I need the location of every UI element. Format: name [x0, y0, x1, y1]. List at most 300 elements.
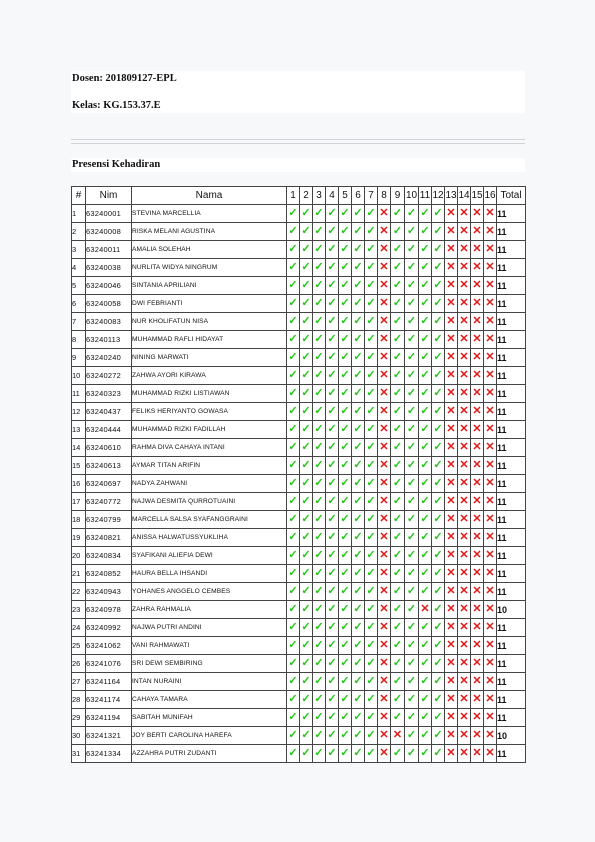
check-icon: ✓ [326, 529, 339, 547]
check-icon: ✓ [313, 565, 326, 583]
check-icon: ✓ [391, 385, 405, 403]
check-icon: ✓ [391, 439, 405, 457]
table-row [72, 313, 526, 331]
cross-icon: ✕ [471, 259, 484, 277]
cross-icon: ✕ [484, 493, 497, 511]
check-icon: ✓ [326, 745, 339, 763]
row-number: 14 [72, 439, 86, 457]
check-icon: ✓ [326, 457, 339, 475]
cross-icon: ✕ [378, 727, 391, 745]
row-number: 19 [72, 529, 86, 547]
check-icon: ✓ [405, 403, 419, 421]
check-icon: ✓ [313, 583, 326, 601]
row-number: 7 [72, 313, 86, 331]
check-icon: ✓ [339, 565, 352, 583]
check-icon: ✓ [313, 349, 326, 367]
section-title: Presensi Kehadiran [72, 159, 161, 170]
check-icon: ✓ [300, 637, 313, 655]
cross-icon: ✕ [378, 475, 391, 493]
check-icon: ✓ [287, 277, 300, 295]
check-icon: ✓ [405, 385, 419, 403]
check-icon: ✓ [419, 727, 432, 745]
check-icon: ✓ [405, 601, 419, 619]
student-name: AMALIA SOLEHAH [132, 241, 287, 259]
check-icon: ✓ [391, 637, 405, 655]
cross-icon: ✕ [445, 367, 458, 385]
student-name: YOHANES ANGGELO CEMBES [132, 583, 287, 601]
check-icon: ✓ [391, 745, 405, 763]
cross-icon: ✕ [378, 349, 391, 367]
cross-icon: ✕ [484, 475, 497, 493]
check-icon: ✓ [326, 277, 339, 295]
check-icon: ✓ [419, 367, 432, 385]
table-row [72, 259, 526, 277]
check-icon: ✓ [405, 241, 419, 259]
cross-icon: ✕ [445, 727, 458, 745]
table-row [72, 619, 526, 637]
check-icon: ✓ [365, 727, 378, 745]
cross-icon: ✕ [445, 655, 458, 673]
cross-icon: ✕ [458, 673, 471, 691]
cross-icon: ✕ [484, 367, 497, 385]
cross-icon: ✕ [484, 619, 497, 637]
check-icon: ✓ [405, 313, 419, 331]
check-icon: ✓ [287, 259, 300, 277]
check-icon: ✓ [287, 223, 300, 241]
check-icon: ✓ [326, 439, 339, 457]
row-number: 5 [72, 277, 86, 295]
cross-icon: ✕ [458, 277, 471, 295]
check-icon: ✓ [432, 385, 445, 403]
student-name: NURLITA WIDYA NINGRUM [132, 259, 287, 277]
attendance-total: 11 [497, 709, 526, 727]
check-icon: ✓ [352, 367, 365, 385]
check-icon: ✓ [391, 457, 405, 475]
check-icon: ✓ [326, 709, 339, 727]
cross-icon: ✕ [484, 241, 497, 259]
check-icon: ✓ [405, 493, 419, 511]
check-icon: ✓ [365, 493, 378, 511]
check-icon: ✓ [419, 619, 432, 637]
cross-icon: ✕ [378, 205, 391, 223]
check-icon: ✓ [405, 565, 419, 583]
check-icon: ✓ [287, 313, 300, 331]
cross-icon: ✕ [378, 421, 391, 439]
check-icon: ✓ [365, 511, 378, 529]
check-icon: ✓ [419, 439, 432, 457]
check-icon: ✓ [432, 421, 445, 439]
cross-icon: ✕ [458, 493, 471, 511]
check-icon: ✓ [313, 709, 326, 727]
table-row [72, 421, 526, 439]
check-icon: ✓ [365, 421, 378, 439]
student-nim: 63241174 [86, 691, 132, 709]
cross-icon: ✕ [445, 277, 458, 295]
check-icon: ✓ [326, 475, 339, 493]
cross-icon: ✕ [378, 637, 391, 655]
check-icon: ✓ [365, 709, 378, 727]
check-icon: ✓ [365, 223, 378, 241]
row-number: 8 [72, 331, 86, 349]
attendance-total: 11 [497, 565, 526, 583]
check-icon: ✓ [391, 709, 405, 727]
cross-icon: ✕ [484, 583, 497, 601]
check-icon: ✓ [365, 385, 378, 403]
check-icon: ✓ [365, 583, 378, 601]
cross-icon: ✕ [445, 493, 458, 511]
cross-icon: ✕ [445, 205, 458, 223]
check-icon: ✓ [326, 403, 339, 421]
cross-icon: ✕ [445, 457, 458, 475]
check-icon: ✓ [326, 367, 339, 385]
check-icon: ✓ [391, 349, 405, 367]
row-number: 31 [72, 745, 86, 763]
check-icon: ✓ [391, 547, 405, 565]
check-icon: ✓ [300, 475, 313, 493]
check-icon: ✓ [432, 259, 445, 277]
check-icon: ✓ [405, 367, 419, 385]
check-icon: ✓ [432, 619, 445, 637]
attendance-total: 11 [497, 637, 526, 655]
cross-icon: ✕ [445, 709, 458, 727]
check-icon: ✓ [326, 565, 339, 583]
cross-icon: ✕ [419, 601, 432, 619]
check-icon: ✓ [287, 619, 300, 637]
attendance-total: 11 [497, 331, 526, 349]
check-icon: ✓ [391, 493, 405, 511]
cross-icon: ✕ [484, 691, 497, 709]
column-header: 15 [471, 187, 484, 205]
student-nim: 63240011 [86, 241, 132, 259]
check-icon: ✓ [405, 223, 419, 241]
cross-icon: ✕ [445, 313, 458, 331]
attendance-total: 11 [497, 691, 526, 709]
student-name: SINTANIA APRILIANI [132, 277, 287, 295]
check-icon: ✓ [313, 511, 326, 529]
cross-icon: ✕ [471, 223, 484, 241]
cross-icon: ✕ [471, 295, 484, 313]
check-icon: ✓ [313, 367, 326, 385]
check-icon: ✓ [300, 655, 313, 673]
cross-icon: ✕ [378, 331, 391, 349]
row-number: 20 [72, 547, 86, 565]
cross-icon: ✕ [445, 259, 458, 277]
check-icon: ✓ [405, 727, 419, 745]
cross-icon: ✕ [458, 313, 471, 331]
cross-icon: ✕ [378, 511, 391, 529]
check-icon: ✓ [287, 403, 300, 421]
table-row [72, 691, 526, 709]
cross-icon: ✕ [445, 223, 458, 241]
student-nim: 63240772 [86, 493, 132, 511]
cross-icon: ✕ [458, 583, 471, 601]
check-icon: ✓ [405, 673, 419, 691]
row-number: 9 [72, 349, 86, 367]
cross-icon: ✕ [378, 547, 391, 565]
check-icon: ✓ [339, 205, 352, 223]
check-icon: ✓ [419, 223, 432, 241]
check-icon: ✓ [365, 619, 378, 637]
check-icon: ✓ [339, 439, 352, 457]
cross-icon: ✕ [458, 223, 471, 241]
student-nim: 63240992 [86, 619, 132, 637]
student-name: SRI DEWI SEMBIRING [132, 655, 287, 673]
student-name: RAHMA DIVA CAHAYA INTANI [132, 439, 287, 457]
table-row [72, 223, 526, 241]
check-icon: ✓ [432, 673, 445, 691]
check-icon: ✓ [419, 745, 432, 763]
check-icon: ✓ [300, 421, 313, 439]
check-icon: ✓ [313, 529, 326, 547]
attendance-total: 11 [497, 205, 526, 223]
cross-icon: ✕ [458, 295, 471, 313]
check-icon: ✓ [339, 745, 352, 763]
table-row [72, 385, 526, 403]
cross-icon: ✕ [378, 223, 391, 241]
check-icon: ✓ [432, 547, 445, 565]
table-row [72, 547, 526, 565]
check-icon: ✓ [419, 313, 432, 331]
check-icon: ✓ [313, 493, 326, 511]
student-nim: 63240113 [86, 331, 132, 349]
check-icon: ✓ [352, 619, 365, 637]
check-icon: ✓ [419, 673, 432, 691]
check-icon: ✓ [405, 349, 419, 367]
check-icon: ✓ [326, 493, 339, 511]
cross-icon: ✕ [458, 457, 471, 475]
student-name: RISKA MELANI AGUSTINA [132, 223, 287, 241]
table-row [72, 709, 526, 727]
student-nim: 63240444 [86, 421, 132, 439]
table-row [72, 241, 526, 259]
cross-icon: ✕ [484, 205, 497, 223]
cross-icon: ✕ [378, 709, 391, 727]
check-icon: ✓ [432, 709, 445, 727]
cross-icon: ✕ [458, 421, 471, 439]
check-icon: ✓ [313, 691, 326, 709]
check-icon: ✓ [391, 421, 405, 439]
check-icon: ✓ [365, 205, 378, 223]
check-icon: ✓ [287, 331, 300, 349]
cross-icon: ✕ [445, 691, 458, 709]
check-icon: ✓ [405, 205, 419, 223]
check-icon: ✓ [352, 295, 365, 313]
student-nim: 63240058 [86, 295, 132, 313]
check-icon: ✓ [391, 367, 405, 385]
check-icon: ✓ [405, 637, 419, 655]
cross-icon: ✕ [471, 601, 484, 619]
attendance-total: 11 [497, 259, 526, 277]
check-icon: ✓ [432, 241, 445, 259]
check-icon: ✓ [339, 583, 352, 601]
check-icon: ✓ [432, 493, 445, 511]
check-icon: ✓ [432, 601, 445, 619]
check-icon: ✓ [300, 619, 313, 637]
check-icon: ✓ [432, 745, 445, 763]
check-icon: ✓ [405, 295, 419, 313]
cross-icon: ✕ [471, 565, 484, 583]
attendance-total: 11 [497, 511, 526, 529]
student-name: VANI RAHMAWATI [132, 637, 287, 655]
cross-icon: ✕ [445, 475, 458, 493]
check-icon: ✓ [300, 205, 313, 223]
check-icon: ✓ [432, 331, 445, 349]
student-name: ZAHRA RAHMALIA [132, 601, 287, 619]
check-icon: ✓ [326, 691, 339, 709]
check-icon: ✓ [391, 529, 405, 547]
table-row [72, 511, 526, 529]
cross-icon: ✕ [471, 385, 484, 403]
cross-icon: ✕ [471, 205, 484, 223]
check-icon: ✓ [365, 331, 378, 349]
cross-icon: ✕ [378, 403, 391, 421]
check-icon: ✓ [287, 241, 300, 259]
cross-icon: ✕ [458, 565, 471, 583]
table-row [72, 565, 526, 583]
check-icon: ✓ [287, 727, 300, 745]
check-icon: ✓ [405, 745, 419, 763]
check-icon: ✓ [419, 277, 432, 295]
cross-icon: ✕ [445, 673, 458, 691]
student-nim: 63240240 [86, 349, 132, 367]
check-icon: ✓ [391, 295, 405, 313]
table-row [72, 277, 526, 295]
row-number: 27 [72, 673, 86, 691]
cross-icon: ✕ [445, 547, 458, 565]
row-number: 1 [72, 205, 86, 223]
cross-icon: ✕ [458, 439, 471, 457]
cross-icon: ✕ [445, 583, 458, 601]
attendance-total: 11 [497, 457, 526, 475]
check-icon: ✓ [352, 691, 365, 709]
check-icon: ✓ [300, 403, 313, 421]
cross-icon: ✕ [484, 511, 497, 529]
cross-icon: ✕ [471, 241, 484, 259]
check-icon: ✓ [432, 583, 445, 601]
cross-icon: ✕ [484, 223, 497, 241]
check-icon: ✓ [300, 511, 313, 529]
row-number: 3 [72, 241, 86, 259]
check-icon: ✓ [391, 691, 405, 709]
row-number: 26 [72, 655, 86, 673]
cross-icon: ✕ [458, 709, 471, 727]
check-icon: ✓ [326, 421, 339, 439]
check-icon: ✓ [339, 655, 352, 673]
attendance-total: 11 [497, 583, 526, 601]
row-number: 6 [72, 295, 86, 313]
row-number: 24 [72, 619, 86, 637]
cross-icon: ✕ [458, 403, 471, 421]
student-nim: 63240943 [86, 583, 132, 601]
check-icon: ✓ [352, 493, 365, 511]
student-nim: 63240272 [86, 367, 132, 385]
check-icon: ✓ [300, 367, 313, 385]
check-icon: ✓ [339, 727, 352, 745]
check-icon: ✓ [287, 349, 300, 367]
cross-icon: ✕ [471, 277, 484, 295]
student-name: NAJWA PUTRI ANDINI [132, 619, 287, 637]
check-icon: ✓ [326, 295, 339, 313]
cross-icon: ✕ [458, 529, 471, 547]
divider [71, 143, 525, 144]
check-icon: ✓ [432, 277, 445, 295]
cross-icon: ✕ [445, 745, 458, 763]
column-header: 13 [445, 187, 458, 205]
row-number: 4 [72, 259, 86, 277]
row-number: 25 [72, 637, 86, 655]
check-icon: ✓ [352, 637, 365, 655]
table-row [72, 403, 526, 421]
student-nim: 63240610 [86, 439, 132, 457]
check-icon: ✓ [287, 205, 300, 223]
attendance-total: 10 [497, 601, 526, 619]
check-icon: ✓ [365, 439, 378, 457]
check-icon: ✓ [391, 619, 405, 637]
check-icon: ✓ [313, 637, 326, 655]
cross-icon: ✕ [445, 439, 458, 457]
cross-icon: ✕ [484, 673, 497, 691]
check-icon: ✓ [365, 313, 378, 331]
check-icon: ✓ [287, 439, 300, 457]
check-icon: ✓ [326, 331, 339, 349]
cross-icon: ✕ [471, 493, 484, 511]
check-icon: ✓ [365, 457, 378, 475]
student-name: AZZAHRA PUTRI ZUDANTI [132, 745, 287, 763]
check-icon: ✓ [432, 223, 445, 241]
attendance-total: 11 [497, 223, 526, 241]
cross-icon: ✕ [471, 529, 484, 547]
student-nim: 63240834 [86, 547, 132, 565]
column-header: 9 [391, 187, 405, 205]
check-icon: ✓ [300, 547, 313, 565]
check-icon: ✓ [287, 565, 300, 583]
check-icon: ✓ [432, 205, 445, 223]
check-icon: ✓ [339, 673, 352, 691]
check-icon: ✓ [313, 295, 326, 313]
check-icon: ✓ [352, 673, 365, 691]
check-icon: ✓ [391, 601, 405, 619]
check-icon: ✓ [313, 475, 326, 493]
check-icon: ✓ [326, 511, 339, 529]
student-name: MUHAMMAD RIZKI LISTIAWAN [132, 385, 287, 403]
student-nim: 63240437 [86, 403, 132, 421]
check-icon: ✓ [313, 331, 326, 349]
check-icon: ✓ [313, 277, 326, 295]
check-icon: ✓ [419, 529, 432, 547]
cross-icon: ✕ [471, 331, 484, 349]
cross-icon: ✕ [378, 691, 391, 709]
row-number: 30 [72, 727, 86, 745]
check-icon: ✓ [352, 349, 365, 367]
cross-icon: ✕ [445, 511, 458, 529]
column-header: 12 [432, 187, 445, 205]
check-icon: ✓ [300, 529, 313, 547]
check-icon: ✓ [432, 295, 445, 313]
check-icon: ✓ [405, 511, 419, 529]
check-icon: ✓ [352, 385, 365, 403]
check-icon: ✓ [405, 655, 419, 673]
column-header: 6 [352, 187, 365, 205]
student-nim: 63241194 [86, 709, 132, 727]
check-icon: ✓ [287, 367, 300, 385]
check-icon: ✓ [405, 439, 419, 457]
check-icon: ✓ [300, 727, 313, 745]
check-icon: ✓ [405, 691, 419, 709]
column-header: 2 [300, 187, 313, 205]
attendance-total: 11 [497, 619, 526, 637]
table-row [72, 295, 526, 313]
section-header [71, 158, 525, 172]
